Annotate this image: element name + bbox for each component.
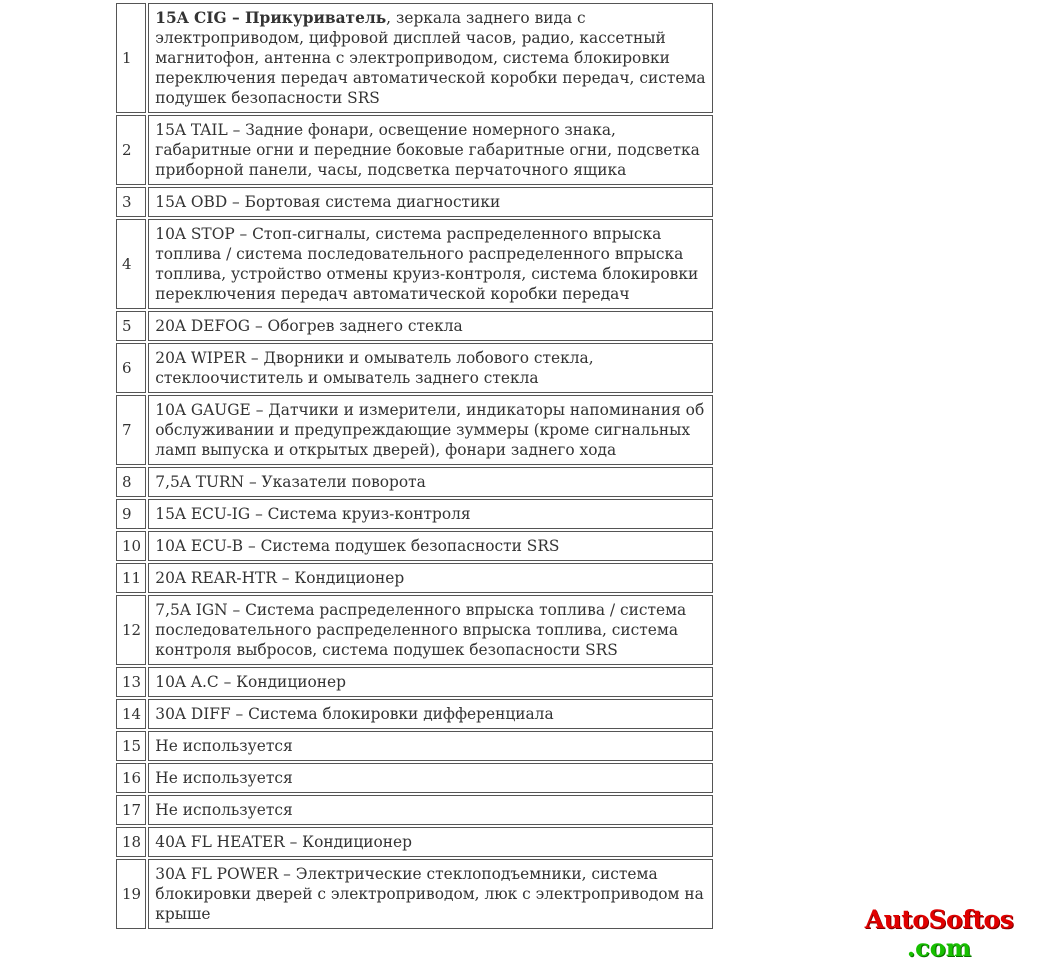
fuse-description: 10A ECU-B – Система подушек безопасности SRS bbox=[148, 531, 713, 561]
table-row bbox=[116, 115, 713, 185]
fuse-description: 20A REAR-HTR – Кондиционер bbox=[148, 563, 713, 593]
fuse-description bbox=[148, 3, 713, 113]
fuse-number: 13 bbox=[116, 667, 146, 697]
fuse-description: 15A OBD – Бортовая система диагностики bbox=[148, 187, 713, 217]
table-row bbox=[116, 311, 713, 341]
table-row bbox=[116, 219, 713, 309]
table-row bbox=[116, 187, 713, 217]
fuse-number: 11 bbox=[116, 563, 146, 593]
fuse-number: 8 bbox=[116, 467, 146, 497]
fuse-number: 4 bbox=[116, 219, 146, 309]
fuse-number: 12 bbox=[116, 595, 146, 665]
fuse-description: 20A DEFOG – Обогрев заднего стекла bbox=[148, 311, 713, 341]
table-row bbox=[116, 531, 713, 561]
fuse-number: 10 bbox=[116, 531, 146, 561]
table-row bbox=[116, 859, 713, 929]
fuse-description: Не используется bbox=[148, 795, 713, 825]
fuse-table-body bbox=[116, 3, 713, 929]
fuse-description: Не используется bbox=[148, 763, 713, 793]
watermark-brand-text: AutoSoftos bbox=[864, 905, 1014, 934]
fuse-number: 7 bbox=[116, 395, 146, 465]
fuse-description: 15A ECU-IG – Система круиз-контроля bbox=[148, 499, 713, 529]
fuse-number: 1 bbox=[116, 3, 146, 113]
fuse-description-text: , зеркала заднего вида с электроприводом, цифровой дисплей часов, радио, кассетный магнитофон, антенна с электроприводом, система блокировки переключения передач автоматической коробки передач, система подушек безопасности SRS bbox=[155, 9, 706, 107]
fuse-description: 30A FL POWER – Электрические стеклоподъемники, система блокировки дверей с электроприводом, люк с электроприводом на крыше bbox=[148, 859, 713, 929]
fuse-description: 10A GAUGE – Датчики и измерители, индикаторы напоминания об обслуживании и предупреждающие зуммеры (кроме сигнальных ламп выпуска и открытых дверей), фонари заднего хода bbox=[148, 395, 713, 465]
table-row bbox=[116, 667, 713, 697]
fuse-number: 9 bbox=[116, 499, 146, 529]
fuse-table bbox=[114, 1, 715, 931]
fuse-number: 3 bbox=[116, 187, 146, 217]
table-row bbox=[116, 395, 713, 465]
table-row bbox=[116, 731, 713, 761]
table-row bbox=[116, 699, 713, 729]
fuse-description: 30A DIFF – Система блокировки дифференциала bbox=[148, 699, 713, 729]
table-row bbox=[116, 467, 713, 497]
fuse-description: 20A WIPER – Дворники и омыватель лобового стекла, стеклоочиститель и омыватель заднего стекла bbox=[148, 343, 713, 393]
table-row bbox=[116, 595, 713, 665]
fuse-description: Не используется bbox=[148, 731, 713, 761]
table-row bbox=[116, 563, 713, 593]
fuse-number: 15 bbox=[116, 731, 146, 761]
fuse-description: 15A TAIL – Задние фонари, освещение номерного знака, габаритные огни и передние боковые габаритные огни, подсветка приборной панели, часы, подсветка перчаточного ящика bbox=[148, 115, 713, 185]
fuse-number: 17 bbox=[116, 795, 146, 825]
site-watermark-logo bbox=[846, 907, 1032, 961]
table-row bbox=[116, 827, 713, 857]
table-row bbox=[116, 763, 713, 793]
fuse-number: 18 bbox=[116, 827, 146, 857]
watermark-domain-text: .com bbox=[906, 933, 972, 962]
table-row bbox=[116, 343, 713, 393]
fuse-description: 7,5A IGN – Система распределенного впрыска топлива / система последовательного распределенного впрыска топлива, система контроля выбросов, система подушек безопасности SRS bbox=[148, 595, 713, 665]
fuse-description: 40A FL HEATER – Кондиционер bbox=[148, 827, 713, 857]
fuse-number: 16 bbox=[116, 763, 146, 793]
table-row bbox=[116, 3, 713, 113]
fuse-number: 6 bbox=[116, 343, 146, 393]
fuse-number: 2 bbox=[116, 115, 146, 185]
fuse-description: 7,5A TURN – Указатели поворота bbox=[148, 467, 713, 497]
fuse-number: 14 bbox=[116, 699, 146, 729]
fuse-description: 10A A.C – Кондиционер bbox=[148, 667, 713, 697]
fuse-number: 5 bbox=[116, 311, 146, 341]
fuse-description: 10A STOP – Стоп-сигналы, система распределенного впрыска топлива / система последовательного распределенного впрыска топлива, устройство отмены круиз-контроля, система блокировки переключения передач автоматической коробки передач bbox=[148, 219, 713, 309]
table-row bbox=[116, 795, 713, 825]
table-row bbox=[116, 499, 713, 529]
fuse-number: 19 bbox=[116, 859, 146, 929]
fuse-description-bold: 15A CIG – Прикуриватель bbox=[155, 9, 387, 27]
